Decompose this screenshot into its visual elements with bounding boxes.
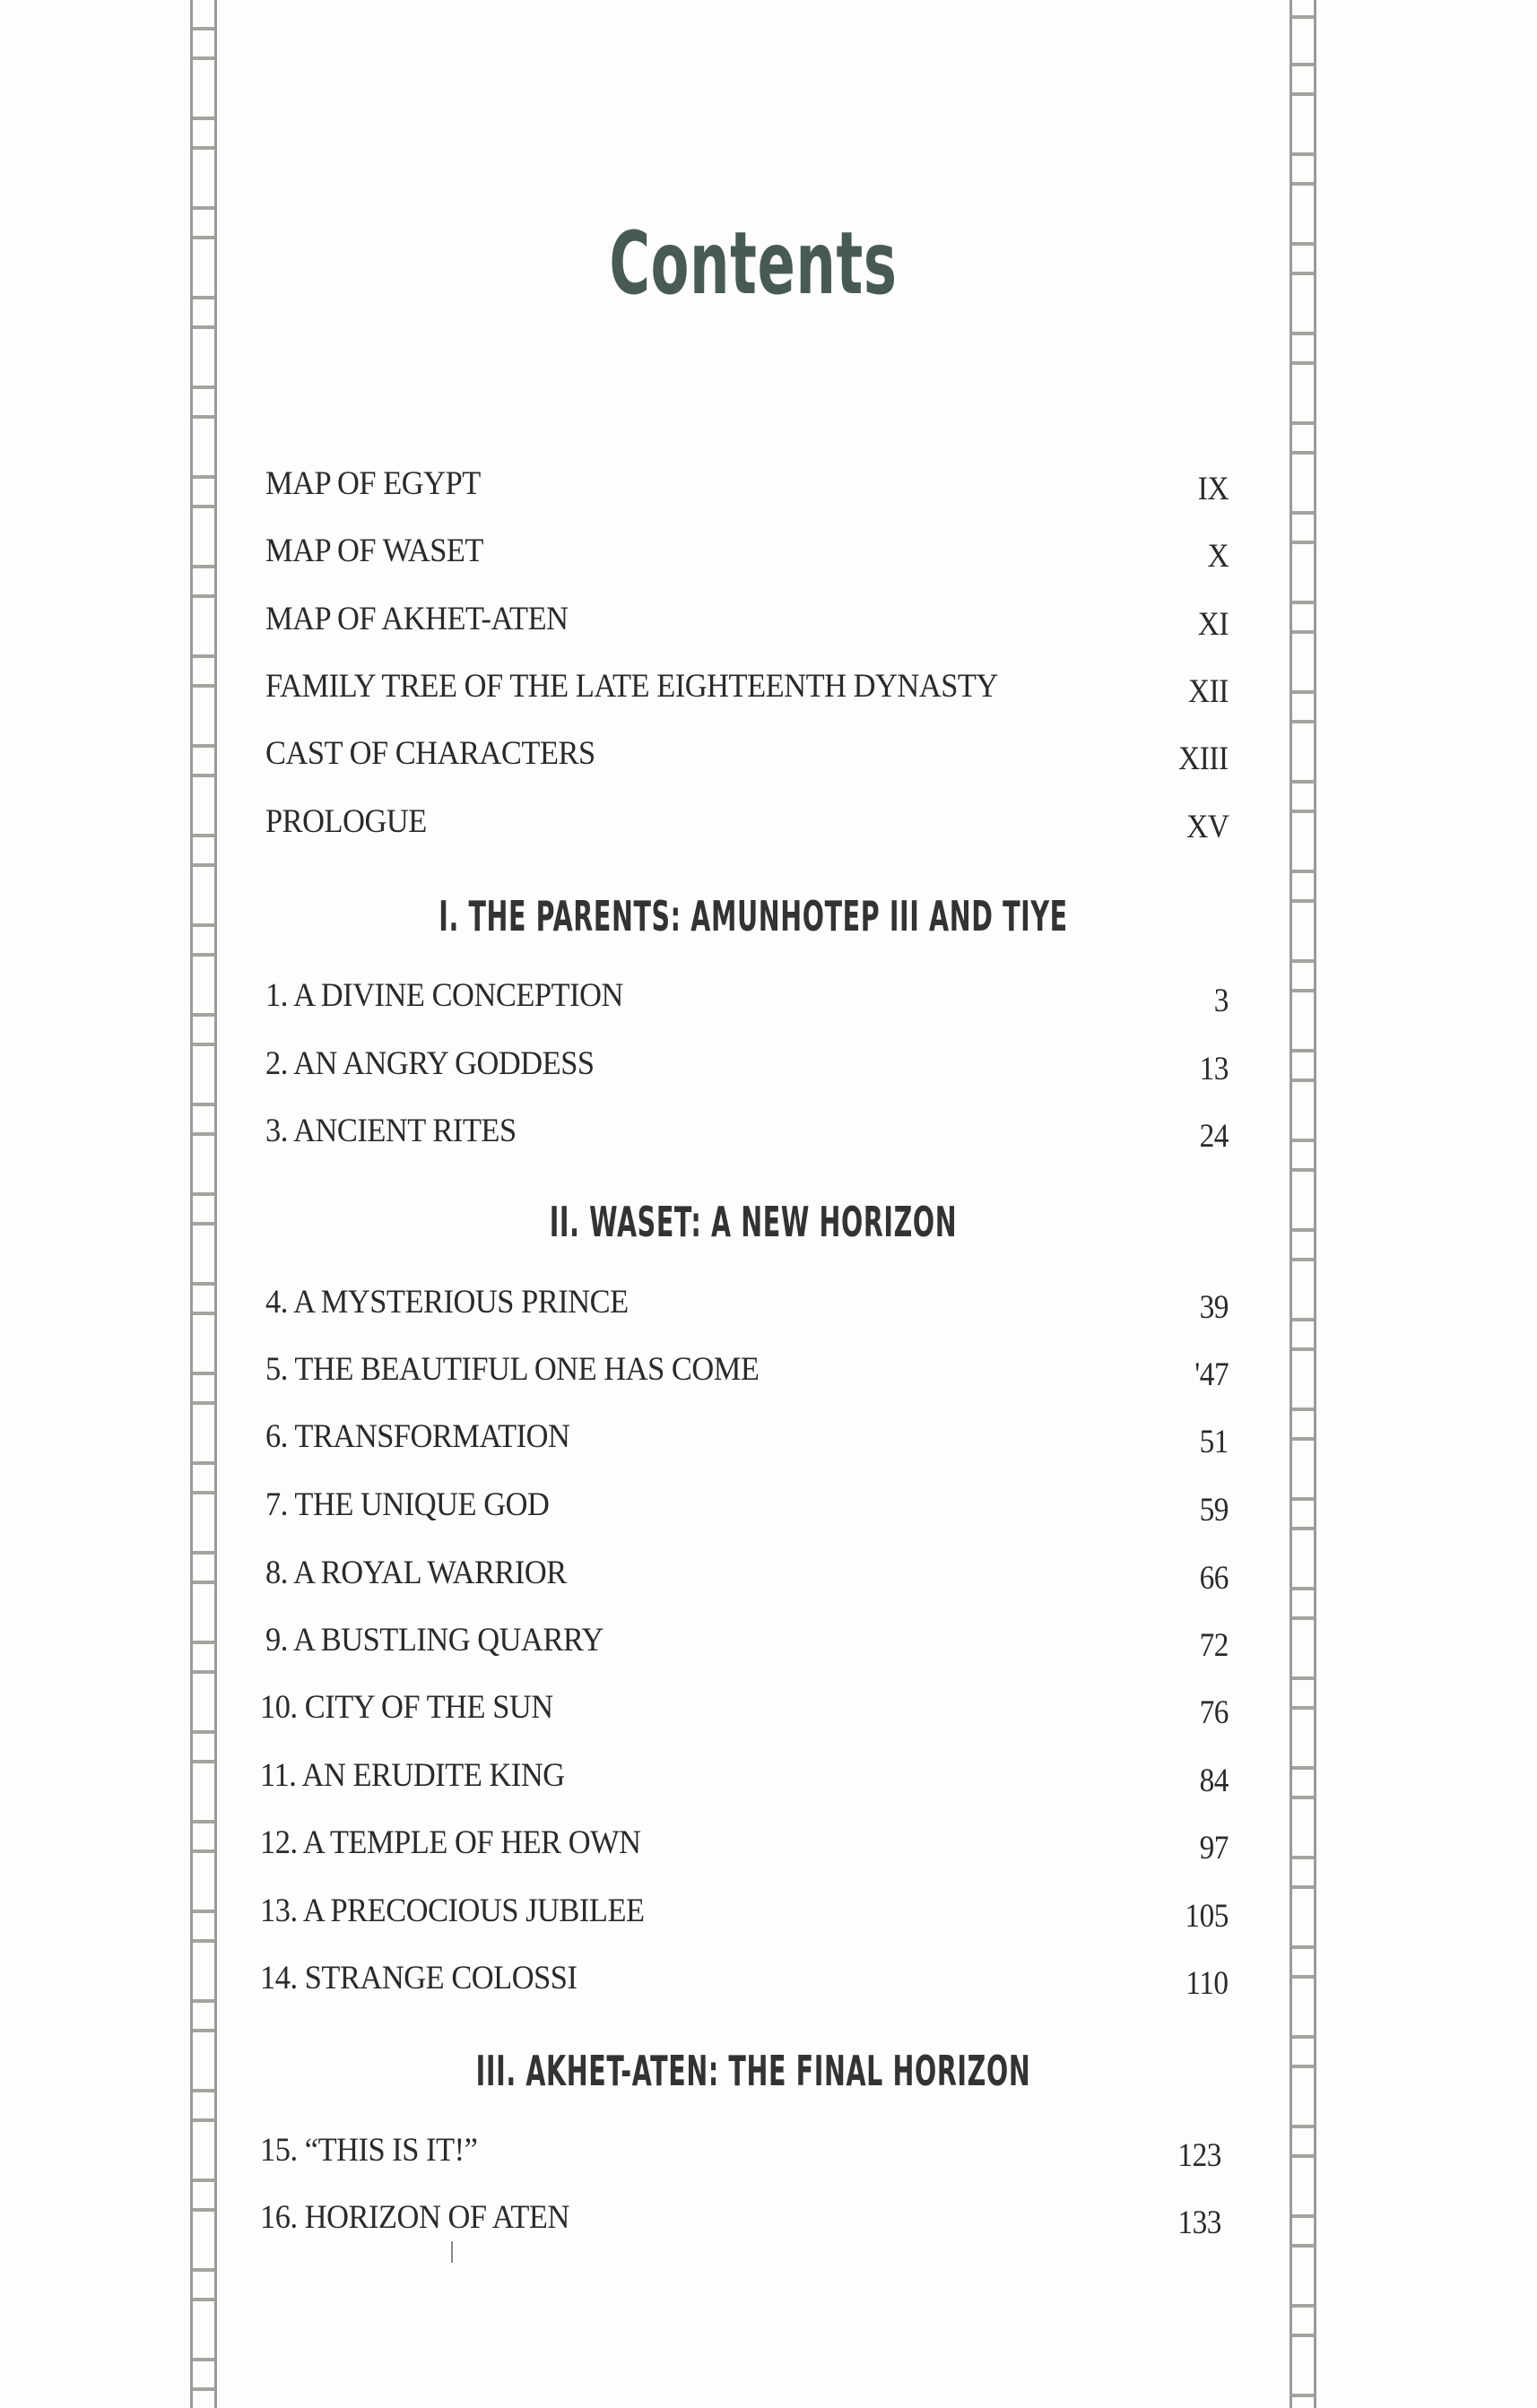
toc-entry[interactable]	[265, 664, 1229, 709]
toc-entry[interactable]	[260, 1956, 1229, 2001]
toc-entry[interactable]	[260, 1821, 1229, 1866]
part-heading: III. AKHET-ATEN: THE FINAL HORIZON	[475, 2047, 1031, 2095]
entry-label: 13. A PRECOCIOUS JUBILEE	[260, 1893, 645, 1929]
part-heading: I. THE PARENTS: AMUNHOTEP III AND TIYE	[439, 892, 1068, 940]
entry-page: 133	[1177, 2204, 1221, 2241]
toc-entry[interactable]	[265, 974, 1229, 1018]
entry-label: 3. ANCIENT RITES	[265, 1113, 517, 1149]
toc-entry[interactable]	[265, 732, 1229, 776]
toc-entry[interactable]	[265, 1109, 1229, 1154]
entry-page: 110	[1185, 1965, 1229, 2002]
entry-label: 6. TRANSFORMATION	[265, 1418, 570, 1455]
entry-page: X	[1207, 538, 1229, 575]
entry-page: 3	[1213, 983, 1229, 1019]
part-heading: II. WASET: A NEW HORIZON	[549, 1198, 958, 1246]
entry-label: 7. THE UNIQUE GOD	[265, 1486, 550, 1523]
entry-label: 1. A DIVINE CONCEPTION	[265, 977, 623, 1014]
toc-entry[interactable]	[265, 1551, 1229, 1596]
entry-page: 13	[1199, 1051, 1229, 1087]
toc-entry[interactable]	[265, 597, 1229, 642]
entry-page: 24	[1199, 1118, 1229, 1155]
entry-page: XI	[1197, 606, 1229, 643]
entry-label: 4. A MYSTERIOUS PRINCE	[265, 1284, 629, 1321]
toc-entry[interactable]	[260, 2196, 1221, 2240]
entry-label: FAMILY TREE OF THE LATE EIGHTEENTH DYNASTY	[265, 668, 998, 705]
toc-entry[interactable]	[265, 529, 1229, 574]
entry-page: XII	[1188, 673, 1229, 710]
toc-entry[interactable]	[265, 1347, 1229, 1392]
decorative-border-right	[1290, 0, 1316, 2408]
scan-mark	[451, 2241, 453, 2263]
entry-page: 84	[1199, 1763, 1229, 1799]
entry-page: 105	[1185, 1898, 1229, 1935]
entry-page: 66	[1199, 1560, 1229, 1597]
entry-label: 2. AN ANGRY GODDESS	[265, 1045, 595, 1082]
toc-entry[interactable]	[265, 1042, 1229, 1087]
entry-label: PROLOGUE	[265, 803, 427, 840]
entry-label: 14. STRANGE COLOSSI	[260, 1960, 577, 1997]
entry-label: 5. THE BEAUTIFUL ONE HAS COME	[265, 1351, 760, 1388]
toc-entry[interactable]	[265, 1618, 1229, 1663]
entry-label: 9. A BUSTLING QUARRY	[265, 1622, 604, 1659]
entry-label: 15. “THIS IS IT!”	[260, 2132, 478, 2169]
entry-page: 72	[1199, 1627, 1229, 1664]
entry-page: 76	[1199, 1694, 1229, 1731]
entry-page: XV	[1185, 809, 1229, 845]
entry-label: MAP OF AKHET-ATEN	[265, 601, 569, 637]
page-title: Contents	[609, 213, 898, 314]
entry-label: 11. AN ERUDITE KING	[260, 1757, 565, 1794]
entry-label: 10. CITY OF THE SUN	[260, 1689, 553, 1726]
entry-label: MAP OF EGYPT	[265, 465, 481, 502]
entry-page: 39	[1199, 1289, 1229, 1326]
entry-page: 59	[1199, 1492, 1229, 1529]
entry-page: IX	[1197, 471, 1229, 507]
decorative-border-left	[190, 0, 217, 2408]
toc-entry[interactable]	[265, 1415, 1229, 1460]
toc-entry[interactable]	[265, 1280, 1229, 1325]
entry-label: 12. A TEMPLE OF HER OWN	[260, 1824, 641, 1861]
entry-label: MAP OF WASET	[265, 533, 483, 569]
toc-entry[interactable]	[260, 1754, 1229, 1798]
toc-entry[interactable]	[260, 1685, 1229, 1730]
entry-page: 51	[1199, 1424, 1229, 1460]
toc-entry[interactable]	[265, 800, 1229, 845]
entry-label: 16. HORIZON OF ATEN	[260, 2199, 569, 2236]
entry-page: 97	[1199, 1830, 1229, 1867]
entry-page: 123	[1177, 2137, 1221, 2174]
toc-entry[interactable]	[260, 1889, 1229, 1934]
entry-label: CAST OF CHARACTERS	[265, 735, 595, 772]
entry-page: XIII	[1178, 741, 1229, 777]
toc-entry[interactable]	[265, 1483, 1229, 1528]
toc-entry[interactable]	[260, 2128, 1221, 2173]
entry-label: 8. A ROYAL WARRIOR	[265, 1555, 567, 1591]
entry-page: '47	[1194, 1356, 1229, 1393]
toc-entry[interactable]	[265, 462, 1229, 507]
